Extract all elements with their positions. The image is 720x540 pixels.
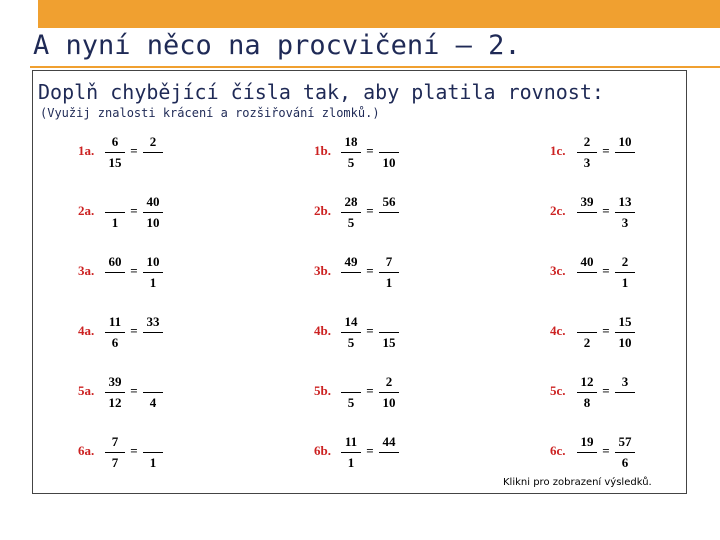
left-fraction (338, 373, 364, 413)
numerator: 2 (149, 134, 157, 149)
denominator: 15 (382, 335, 396, 350)
fraction-bar (341, 452, 361, 453)
numerator: 11 (108, 314, 122, 329)
numerator: 28 (344, 194, 358, 209)
denominator (376, 216, 402, 230)
equals-sign: = (602, 263, 610, 278)
right-fraction (376, 313, 402, 353)
equals-sign: = (366, 323, 374, 338)
exercise-3a (78, 253, 188, 293)
denominator (376, 456, 402, 470)
equals-sign: = (366, 203, 374, 218)
exercise-label: 6c. (550, 443, 566, 458)
fraction-bar (615, 272, 635, 273)
fraction-bar (105, 152, 125, 153)
denominator: 1 (111, 215, 119, 230)
task-hint: (Využij znalosti krácení a rozšiřování zlomků.) (40, 106, 380, 120)
title-underline (30, 66, 720, 68)
exercise-label: 2b. (314, 203, 331, 218)
fraction-bar (615, 212, 635, 213)
page-title: A nyní něco na procvičení – 2. (33, 30, 521, 61)
fraction-bar (577, 152, 597, 153)
fraction-bar (341, 392, 361, 393)
denominator: 7 (111, 455, 119, 470)
left-fraction (102, 253, 128, 293)
right-fraction (140, 253, 166, 293)
fraction-bar (341, 152, 361, 153)
fraction-bar (615, 332, 635, 333)
equals-sign: = (130, 263, 138, 278)
denominator: 8 (583, 395, 591, 410)
equals-sign: = (602, 143, 610, 158)
left-fraction (102, 313, 128, 353)
exercise-label: 2a. (78, 203, 95, 218)
exercise-4c (550, 313, 660, 353)
right-fraction (612, 313, 638, 353)
right-fraction (612, 193, 638, 233)
exercise-label: 5b. (314, 383, 331, 398)
right-fraction (140, 433, 166, 473)
exercise-1c (550, 133, 660, 173)
left-fraction (574, 133, 600, 173)
right-fraction (376, 133, 402, 173)
fraction-bar (379, 272, 399, 273)
right-fraction (376, 373, 402, 413)
fraction-bar (143, 212, 163, 213)
exercise-1b (314, 133, 424, 173)
exercise-6a (78, 433, 188, 473)
fraction-bar (105, 392, 125, 393)
numerator: 39 (108, 374, 122, 389)
numerator: 60 (108, 254, 122, 269)
right-fraction (612, 253, 638, 293)
numerator: 15 (618, 314, 632, 329)
left-fraction (574, 253, 600, 293)
denominator: 3 (621, 215, 629, 230)
numerator: 13 (618, 194, 632, 209)
denominator: 1 (149, 455, 157, 470)
exercise-2a (78, 193, 188, 233)
fraction-bar (577, 452, 597, 453)
numerator: 3 (621, 374, 629, 389)
equals-sign: = (602, 443, 610, 458)
exercise-6b (314, 433, 424, 473)
left-fraction (338, 133, 364, 173)
top-bar-notch (0, 0, 38, 28)
equals-sign: = (130, 383, 138, 398)
numerator: 7 (111, 434, 119, 449)
exercise-6c (550, 433, 660, 473)
equals-sign: = (366, 383, 374, 398)
exercise-2c (550, 193, 660, 233)
exercise-label: 5c. (550, 383, 566, 398)
denominator: 1 (347, 455, 355, 470)
right-fraction (140, 313, 166, 353)
exercise-label: 4a. (78, 323, 95, 338)
exercise-5b (314, 373, 424, 413)
right-fraction (376, 433, 402, 473)
denominator (574, 216, 600, 230)
fraction-bar (577, 272, 597, 273)
left-fraction (102, 133, 128, 173)
equals-sign: = (366, 263, 374, 278)
equals-sign: = (602, 383, 610, 398)
show-results-link[interactable]: Klikni pro zobrazení výsledků. (503, 477, 652, 488)
numerator: 12 (580, 374, 594, 389)
numerator: 49 (344, 254, 358, 269)
exercise-3c (550, 253, 660, 293)
denominator: 5 (347, 155, 355, 170)
right-fraction (612, 133, 638, 173)
numerator: 40 (146, 194, 160, 209)
denominator: 10 (382, 395, 396, 410)
fraction-bar (379, 392, 399, 393)
denominator: 2 (583, 335, 591, 350)
numerator: 2 (385, 374, 393, 389)
fraction-bar (379, 332, 399, 333)
numerator (376, 315, 402, 329)
denominator (102, 276, 128, 290)
denominator: 1 (149, 275, 157, 290)
numerator: 10 (618, 134, 632, 149)
denominator: 6 (621, 455, 629, 470)
exercise-1a (78, 133, 188, 173)
fraction-bar (341, 212, 361, 213)
fraction-bar (379, 452, 399, 453)
denominator: 12 (108, 395, 122, 410)
right-fraction (612, 433, 638, 473)
denominator: 3 (583, 155, 591, 170)
numerator: 7 (385, 254, 393, 269)
numerator: 11 (344, 434, 358, 449)
denominator: 4 (149, 395, 157, 410)
left-fraction (574, 313, 600, 353)
fraction-bar (577, 332, 597, 333)
exercise-2b (314, 193, 424, 233)
denominator (574, 276, 600, 290)
fraction-bar (105, 452, 125, 453)
exercise-4b (314, 313, 424, 353)
exercise-5c (550, 373, 660, 413)
exercise-label: 5a. (78, 383, 95, 398)
numerator (574, 315, 600, 329)
left-fraction (102, 433, 128, 473)
denominator (140, 336, 166, 350)
right-fraction (140, 193, 166, 233)
exercise-label: 4c. (550, 323, 566, 338)
fraction-bar (341, 332, 361, 333)
exercise-label: 3c. (550, 263, 566, 278)
left-fraction (102, 193, 128, 233)
equals-sign: = (130, 203, 138, 218)
numerator: 2 (621, 254, 629, 269)
denominator: 15 (108, 155, 122, 170)
fraction-bar (379, 152, 399, 153)
exercise-5a (78, 373, 188, 413)
numerator (338, 375, 364, 389)
fraction-bar (615, 152, 635, 153)
fraction-bar (105, 332, 125, 333)
fraction-bar (615, 452, 635, 453)
numerator: 39 (580, 194, 594, 209)
denominator (574, 456, 600, 470)
numerator: 56 (382, 194, 396, 209)
denominator: 10 (618, 335, 632, 350)
numerator: 57 (618, 434, 632, 449)
numerator: 19 (580, 434, 594, 449)
left-fraction (338, 193, 364, 233)
left-fraction (574, 193, 600, 233)
fraction-bar (143, 392, 163, 393)
equals-sign: = (130, 443, 138, 458)
numerator: 18 (344, 134, 358, 149)
exercise-label: 6a. (78, 443, 95, 458)
fraction-bar (379, 212, 399, 213)
exercise-label: 6b. (314, 443, 331, 458)
denominator: 1 (621, 275, 629, 290)
right-fraction (376, 253, 402, 293)
denominator: 5 (347, 395, 355, 410)
fraction-bar (577, 392, 597, 393)
exercise-label: 2c. (550, 203, 566, 218)
numerator (140, 435, 166, 449)
equals-sign: = (602, 323, 610, 338)
equals-sign: = (602, 203, 610, 218)
exercise-label: 1b. (314, 143, 331, 158)
denominator: 10 (146, 215, 160, 230)
denominator: 5 (347, 215, 355, 230)
right-fraction (376, 193, 402, 233)
numerator: 14 (344, 314, 358, 329)
equals-sign: = (130, 323, 138, 338)
numerator: 44 (382, 434, 396, 449)
numerator: 6 (111, 134, 119, 149)
equals-sign: = (366, 443, 374, 458)
fraction-bar (143, 452, 163, 453)
denominator (612, 396, 638, 410)
numerator: 10 (146, 254, 160, 269)
exercise-label: 3a. (78, 263, 95, 278)
fraction-bar (615, 392, 635, 393)
numerator: 40 (580, 254, 594, 269)
denominator (338, 276, 364, 290)
fraction-bar (105, 212, 125, 213)
fraction-bar (577, 212, 597, 213)
exercise-3b (314, 253, 424, 293)
left-fraction (574, 433, 600, 473)
numerator (102, 195, 128, 209)
left-fraction (102, 373, 128, 413)
left-fraction (338, 433, 364, 473)
denominator: 1 (385, 275, 393, 290)
fraction-bar (143, 272, 163, 273)
fraction-bar (105, 272, 125, 273)
fraction-bar (143, 332, 163, 333)
denominator: 10 (382, 155, 396, 170)
fraction-bar (341, 272, 361, 273)
denominator (612, 156, 638, 170)
numerator: 2 (583, 134, 591, 149)
right-fraction (140, 133, 166, 173)
equals-sign: = (366, 143, 374, 158)
fraction-bar (143, 152, 163, 153)
numerator: 33 (146, 314, 160, 329)
denominator (140, 156, 166, 170)
top-accent-bar (0, 0, 720, 28)
right-fraction (612, 373, 638, 413)
task-instruction: Doplň chybějící čísla tak, aby platila rovnost: (38, 80, 604, 104)
numerator (140, 375, 166, 389)
exercise-label: 4b. (314, 323, 331, 338)
equals-sign: = (130, 143, 138, 158)
right-fraction (140, 373, 166, 413)
denominator: 5 (347, 335, 355, 350)
exercise-label: 3b. (314, 263, 331, 278)
left-fraction (338, 253, 364, 293)
exercise-4a (78, 313, 188, 353)
denominator: 6 (111, 335, 119, 350)
left-fraction (338, 313, 364, 353)
numerator (376, 135, 402, 149)
left-fraction (574, 373, 600, 413)
exercise-label: 1a. (78, 143, 95, 158)
exercise-label: 1c. (550, 143, 566, 158)
